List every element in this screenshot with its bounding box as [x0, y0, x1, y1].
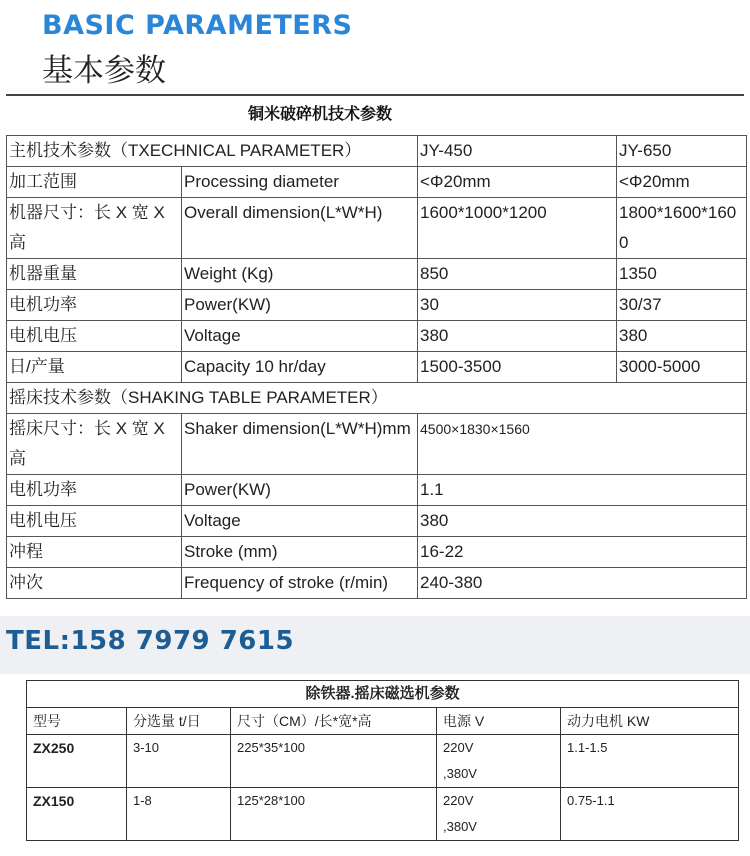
table-row	[7, 259, 747, 290]
size-cell: 125*28*100	[231, 788, 437, 841]
model-header: JY-650	[617, 136, 747, 167]
table-row	[7, 537, 747, 568]
param-en: Power(KW)	[182, 475, 418, 506]
param-en: Stroke (mm)	[182, 537, 418, 568]
motor-cell: 1.1-1.5	[561, 735, 739, 788]
param-en: Power(KW)	[182, 290, 418, 321]
header-title-en: BASIC PARAMETERS	[42, 10, 353, 41]
model-cell: ZX150	[27, 788, 127, 841]
param-en: Shaker dimension(L*W*H)mm	[182, 414, 418, 475]
main-params-header: 主机技术参数（TXECHNICAL PARAMETER）	[7, 136, 418, 167]
param-cn: 机器尺寸：长 X 宽 X 高	[7, 198, 182, 259]
header-title-cn: 基本参数	[42, 53, 166, 89]
phone-number: TEL:158 7979 7615	[6, 626, 295, 656]
table1-caption: 铜米破碎机技术参数	[247, 104, 392, 123]
param-value: 1600*1000*1200	[418, 198, 617, 259]
table2-caption: 除铁器.摇床磁选机参数	[27, 681, 739, 708]
table-row	[27, 681, 739, 708]
contact-banner	[0, 616, 750, 674]
table-row	[7, 352, 747, 383]
param-en: Overall dimension(L*W*H)	[182, 198, 418, 259]
column-header: 电源 V	[437, 708, 561, 735]
table-row	[7, 198, 747, 259]
param-value: 380	[418, 506, 747, 537]
size-cell: 225*35*100	[231, 735, 437, 788]
column-header: 动力电机 KW	[561, 708, 739, 735]
param-en: Processing diameter	[182, 167, 418, 198]
param-cn: 机器重量	[7, 259, 182, 290]
param-value: 1.1	[418, 475, 747, 506]
param-cn: 电机电压	[7, 321, 182, 352]
param-value: 1800*1600*1600	[617, 198, 747, 259]
model-cell: ZX250	[27, 735, 127, 788]
param-en: Voltage	[182, 506, 418, 537]
column-header: 分选量 t/日	[127, 708, 231, 735]
param-value: 380	[418, 321, 617, 352]
table-row	[7, 414, 747, 475]
param-cn: 电机电压	[7, 506, 182, 537]
power-value: 220V	[443, 740, 474, 755]
table-row	[7, 383, 747, 414]
param-cn: 电机功率	[7, 475, 182, 506]
param-en: Capacity 10 hr/day	[182, 352, 418, 383]
table-row	[7, 506, 747, 537]
param-value: 3000-5000	[617, 352, 747, 383]
param-value: 16-22	[418, 537, 747, 568]
param-cn: 摇床尺寸：长 X 宽 X 高	[7, 414, 182, 475]
param-en: Weight (Kg)	[182, 259, 418, 290]
param-cn: 日/产量	[7, 352, 182, 383]
column-header: 尺寸（CM）/长*宽*高	[231, 708, 437, 735]
model-header: JY-450	[418, 136, 617, 167]
param-value: <Φ20mm	[418, 167, 617, 198]
param-value: 1350	[617, 259, 747, 290]
crusher-spec-table	[6, 135, 747, 599]
param-value: 850	[418, 259, 617, 290]
param-en: Frequency of stroke (r/min)	[182, 568, 418, 599]
table-row	[27, 788, 739, 841]
table-row	[7, 321, 747, 352]
param-value: 380	[617, 321, 747, 352]
table-row	[7, 136, 747, 167]
param-cn: 加工范围	[7, 167, 182, 198]
param-cn: 冲程	[7, 537, 182, 568]
param-value: 30/37	[617, 290, 747, 321]
power-value: 220V	[443, 793, 474, 808]
power-value: ,380V	[443, 819, 477, 834]
shaking-params-header: 摇床技术参数（SHAKING TABLE PARAMETER）	[7, 383, 747, 414]
table-row	[7, 290, 747, 321]
param-value: <Φ20mm	[617, 167, 747, 198]
table-row	[7, 568, 747, 599]
table-row	[27, 708, 739, 735]
capacity-cell: 3-10	[127, 735, 231, 788]
power-value: ,380V	[443, 766, 477, 781]
param-value: 30	[418, 290, 617, 321]
column-header: 型号	[27, 708, 127, 735]
separator-spec-table	[26, 680, 739, 841]
table-row	[7, 167, 747, 198]
param-cn: 电机功率	[7, 290, 182, 321]
param-value: 240-380	[418, 568, 747, 599]
capacity-cell: 1-8	[127, 788, 231, 841]
power-cell	[437, 788, 561, 841]
param-value: 4500×1830×1560	[418, 414, 747, 475]
param-value: 1500-3500	[418, 352, 617, 383]
power-cell	[437, 735, 561, 788]
header-divider	[6, 94, 744, 96]
table-row	[27, 735, 739, 788]
table-row	[7, 475, 747, 506]
param-cn: 冲次	[7, 568, 182, 599]
param-en: Voltage	[182, 321, 418, 352]
motor-cell: 0.75-1.1	[561, 788, 739, 841]
